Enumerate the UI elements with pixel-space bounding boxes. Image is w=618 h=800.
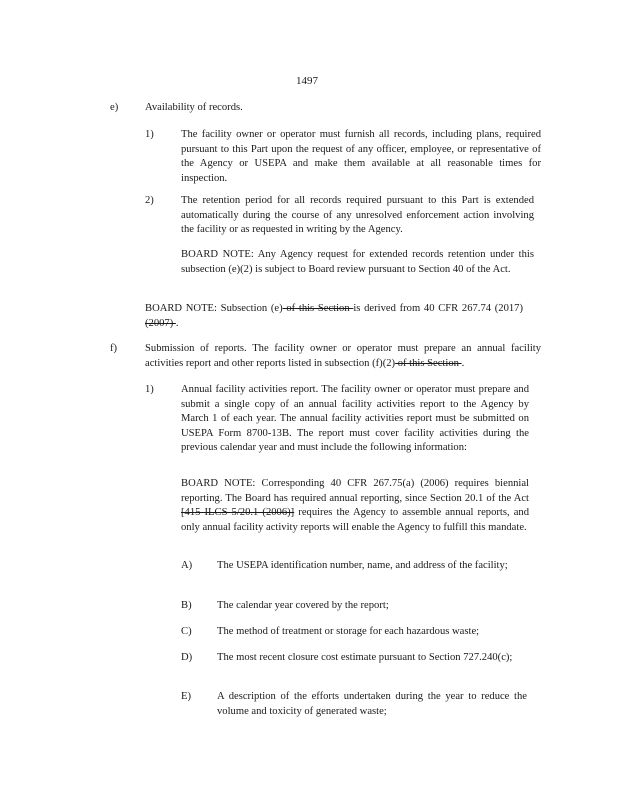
e2-number: 2) — [145, 195, 154, 206]
f1-number: 1) — [145, 384, 154, 395]
subsection-f-heading: Submission of reports. The facility owner or operator must prepare an annual facility activities report and other reports listed in subsection (f)(2) of this Section . — [145, 343, 541, 369]
f1-subitem-text: The USEPA identification number, name, and address of the facility; — [217, 560, 508, 571]
e-note-deletion-2: (2007) — [145, 317, 176, 329]
e2-text: The retention period for all records required pursuant to this Part is extended automatically during the course of any unresolved enforcement action involving the facility or as requested in writing by the Agency. — [181, 195, 534, 236]
e-board-note: BOARD NOTE: Subsection (e) of this Section is derived from 40 CFR 267.74 (2017) (2007) . — [145, 303, 523, 329]
e1-text: The facility owner or operator must furnish all records, including plans, required pursuant to this Part upon the request of any officer, employee, or representative of the Agency or USEPA and make them available at all reasonable times for inspection. — [181, 129, 541, 184]
f1-subitem-label: C) — [181, 626, 192, 637]
e-note-deletion-1: of this Section — [282, 303, 354, 314]
e2-board-note: BOARD NOTE: Any Agency request for extended records retention under this subsection (e)(2) is subject to Board review pursuant to Section 40 of the Act. — [181, 249, 534, 275]
f1-subitem-label: D) — [181, 652, 193, 663]
f1-subitem-label: B) — [181, 600, 192, 611]
f1-subitem-label: A) — [181, 560, 193, 571]
subsection-e-label: e) — [110, 102, 119, 113]
f1-text: Annual facility activities report. The facility owner or operator must prepare and submit a single copy of an annual facility activities report to the Agency by March 1 of each year. The annual facility activities report must be submitted on USEPA Form 8700-13B. The report must cover facility activities during the previous calendar year and must include the following information: — [181, 384, 529, 454]
f1-subitem-label: E) — [181, 691, 191, 702]
subsection-f-label: f) — [110, 343, 118, 354]
f1-note-deletion: [415 ILCS 5/20.1 (2006)] — [181, 507, 295, 519]
page-number: 1497 — [296, 75, 318, 87]
f-heading-deletion: of this Section — [395, 357, 462, 369]
f1-board-note: BOARD NOTE: Corresponding 40 CFR 267.75(a) (2006) requires biennial reporting. The Board has required annual reporting, since Section 20.1 of the Act [415 ILCS 5/20.1 (2006)] requires the Agency to assemble annual reports, and only annual facility activity reports will enable the Agency to fulfill this mandate. — [181, 478, 530, 533]
f1-subitem-text: A description of the efforts undertaken during the year to reduce the volume and toxicity of generated waste; — [217, 691, 527, 717]
e1-number: 1) — [145, 129, 154, 140]
f1-subitem-text: The calendar year covered by the report; — [217, 600, 389, 611]
subsection-e-heading: Availability of records. — [145, 102, 243, 113]
f1-subitem-text: The method of treatment or storage for each hazardous waste; — [217, 626, 480, 637]
f1-subitem-text: The most recent closure cost estimate pursuant to Section 727.240(c); — [217, 652, 513, 663]
